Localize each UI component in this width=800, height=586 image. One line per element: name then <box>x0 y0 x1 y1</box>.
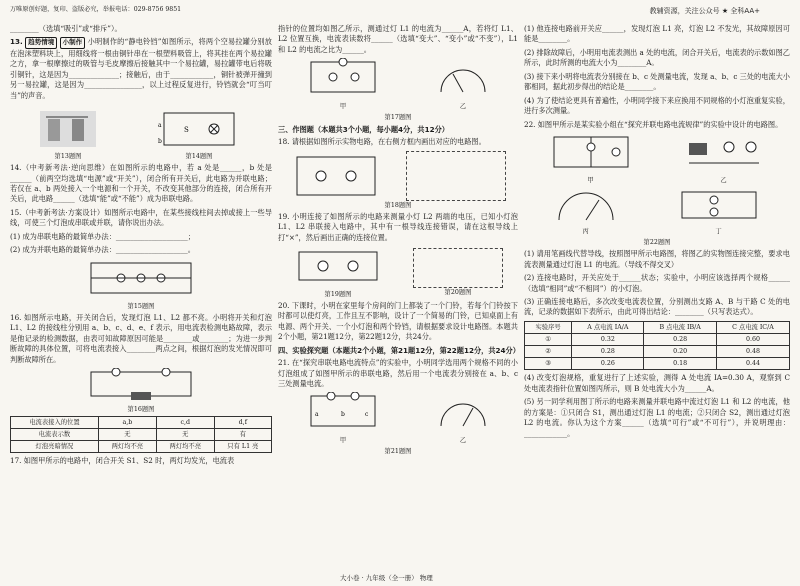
question-16: 16. 如图所示电路，开关闭合后，发现灯泡 L1、L2 都不亮。小明将开关和灯泡 L1、L2 的接线柱分别用 a、b、c、d、e、f 表示，用电流表检测电路故障，表示是他记录的检测数据，由表可知故障原因可能是________或________；为进一步判断故障的具体位置，可将电流表接入________两点之间，根据灯泡的发光情况即可判断故障所在。 <box>10 312 272 364</box>
svg-text:c: c <box>365 411 369 419</box>
table-cell: 0.28 <box>572 346 644 358</box>
column-middle <box>278 24 518 458</box>
question-13 <box>10 37 272 101</box>
table-row <box>525 358 790 370</box>
column-right <box>524 24 790 442</box>
q22-part3: (3) 正确连接电路后，多次改变电流表位置，分别测出支路 A、B 与干路 C 处的电流，记录的数据如下表所示，由此可得出结论：________（只写表达式）。 <box>524 296 790 317</box>
table-cell: ③ <box>525 358 572 370</box>
table-row <box>525 346 790 358</box>
section-3-title: 三、作图题（本题共3个小题，每小题4分，共12分） <box>278 125 449 134</box>
answer-box-18[interactable] <box>406 151 506 201</box>
table-row <box>11 441 272 453</box>
fig17-circuit <box>303 58 383 98</box>
q13-tag: 趋势情境 <box>25 37 57 48</box>
header-brand: 教辅资源，关注公众号 ★ 全科AA+ <box>649 7 760 15</box>
svg-text:a: a <box>158 122 162 130</box>
question-19: 19. 小明连接了如图所示的电路来测量小灯 L2 两端的电压，已知小灯泡 L1、L2 串联接入电路中，其中有一根导线连接错误，请在这根导线上打“×”，然后画出正确的连接位置。 <box>278 212 518 242</box>
table22-h2: B 点电流 IB/A <box>644 321 716 333</box>
fig16-circuit <box>81 368 201 402</box>
q22-part2: (2) 连接电路时，开关应处于______状态；实验中，小明应该选择两个规格______（选填“相同”或“不相同”）的小灯泡。 <box>524 273 790 293</box>
q21-part2: (2) 排除故障后，小明用电流表测出 a 处的电流，闭合开关后，电流表的示数如图乙所示，此时所测的电流大小为________A。 <box>524 47 790 68</box>
fig18-caption: 第18题图 <box>384 201 412 209</box>
fig21-meter <box>433 392 493 432</box>
table-cell: 0.28 <box>644 333 716 345</box>
q13-number: 13. <box>10 37 23 47</box>
table-cell: 有 <box>214 429 271 441</box>
question-14: 14.（中考新考法·逆向思维）在如图所示的电路中，若 a 处是______，b 处是______（前两空均选填“电源”或“开关”），闭合所有开关后，此电路为并联电路；若仅在 a、b 两处接入一个电源和一个开关，不改变其他部分的连接，闭合所有开关后，此电路______（选填“能”或“不能”）成为串联电路。 <box>10 163 272 204</box>
table-cell: 灯泡亮暗情况 <box>11 441 99 453</box>
table-cell: 两灯均不亮 <box>156 441 214 453</box>
table-cell: 0.18 <box>644 358 716 370</box>
page-footer: 大小卷 · 九年级（全一册） 物理 <box>340 573 433 582</box>
fig21-caption: 第21题图 <box>384 447 412 455</box>
q21-part4: (4) 为了使结论更具有普遍性，小明同学接下来应换用不同规格的小灯泡重复实验，进行多次测量。 <box>524 95 790 116</box>
answer-box-20[interactable] <box>413 248 503 288</box>
fig21-label-b: 乙 <box>459 436 467 444</box>
fig14-caption: 第14题图 <box>185 153 213 161</box>
svg-text:a: a <box>315 411 319 419</box>
table-row <box>11 429 272 441</box>
question-17-start: 17. 如图甲所示的电路中，闭合开关 S1、S2 时，两灯均发光，电流表 <box>10 456 235 466</box>
table-row <box>525 333 790 345</box>
question-15: 15.（中考新考法·方案设计）如图所示电路中，在某些接线柱间去掉或接上一些导线，可使三个灯泡成串联或并联，请你说出办法。 <box>10 207 272 228</box>
fig15-circuit <box>81 259 201 299</box>
fig21-circuit <box>303 392 383 432</box>
q13-text: 小明制作的“静电铃铛”如图所示，将两个空易拉罐分别放在泡沫塑料块上，用细线将一根由铜针串在一根塑料吸管上，将其挂在两个易拉罐之方，拿一根摩擦过的吸管与毛皮摩擦后接触其中一个易拉罐，易拉罐带电后将吸引铜针，这是因为______________；接触后，由于____________，铜针被弹开撞到另一易拉罐，这是因为________________，以上过程反复进行，铃铛就会“叮当叮当”的声音。 <box>10 37 272 100</box>
svg-text:S: S <box>184 126 189 135</box>
q15-part1: (1) 成为串联电路的最简单办法：____________________； <box>10 231 195 241</box>
fig22-caption: 第22题图 <box>643 239 671 247</box>
q15-part2: (2) 成为并联电路的最简单办法：____________________。 <box>10 245 195 255</box>
table-cell: 0.26 <box>572 358 644 370</box>
table-cell: 无 <box>156 429 214 441</box>
fig17-caption: 第17题图 <box>384 113 412 121</box>
fig22-label-b: 乙 <box>720 177 727 185</box>
table22-header-row <box>525 321 790 333</box>
table-cell: ① <box>525 333 572 345</box>
table-cell: 0.44 <box>716 358 789 370</box>
svg-text:b: b <box>158 138 162 146</box>
fig22-circuit-d <box>674 188 764 224</box>
table-cell: 0.20 <box>644 346 716 358</box>
fig17-meter <box>433 58 493 98</box>
question-22: 22. 如图甲所示是某实验小组在“探究并联电路电流规律”的实验中设计的电路图。 <box>524 119 783 129</box>
q22-part1: (1) 请用笔画线代替导线，按照图甲所示电路图，将图乙的实物图连接完整，要求电流表测量通过灯泡 L1 的电流。（导线不得交叉） <box>524 249 790 269</box>
fig22-circuit-b <box>679 133 769 173</box>
fig16-caption: 第16题图 <box>127 405 155 413</box>
q22-part5: (5) 另一同学利用图丁所示的电路来测量并联电路中流过灯泡 L1 和 L2 的电流，他的方案是：①只闭合 S1，测出通过灯泡 L1 的电流；②只闭合 S2，测出通过灯泡 L2 的电流。你认为这个方案______（选填“可行”或“不可行”），并说明理由：____________。 <box>524 397 790 438</box>
question-20: 20. 下课时，小明在家里每个房间的门上都装了一个门铃，若每个门铃按下时都可以使灯亮，工作且互不影响，设计了一个简易的门铃，已知桌面上有电源、两个开关、一个小灯泡和两个铃铛，请根据要求设计电路图。本题共2个小题，第21题12分，第22题12分，共24分。 <box>278 300 518 342</box>
q22-part4: (4) 改变灯泡规格，重复进行了上述实验，测得 A 处电流 IA=0.30 A，观察到 C 处电流表指针位置如图丙所示，则 B 处电流大小为______A。 <box>524 373 790 393</box>
table22-h1: A 点电流 IA/A <box>572 321 644 333</box>
q21-part1: (1) 他连接电路前开关应______，发现灯泡 L1 亮，灯泡 L2 不发光，其故障原因可能是________。 <box>524 24 790 44</box>
fig18-circuit <box>291 151 381 201</box>
table-cell: 电流表示数 <box>11 429 99 441</box>
fig19-caption: 第19题图 <box>324 290 352 298</box>
table16-h1: a,b <box>98 417 156 429</box>
question-17-cont: 指针的位置均如图乙所示，测通过灯 L1 的电流为______A，若将灯 L1、L2 位置互换，电流表读数将______（选填“变大”、“变小”或“不变”），L1 和 L2 的电流之比为______。 <box>278 24 518 54</box>
table16-h2: c,d <box>156 417 214 429</box>
fig22-label-c: 丙 <box>582 227 589 235</box>
svg-text:b: b <box>341 411 345 419</box>
fig22-circuit-a <box>546 133 636 173</box>
question-21: 21. 在“探究串联电路电流特点”的实验中，小明同学选用两个规格不同的小灯泡组成了如图甲所示的串联电路，然后用一个电流表分别接在 a、b、c 三处测量电流。 <box>278 358 518 388</box>
fig22-meter <box>551 188 621 224</box>
section-4-title: 四、实验探究题（本题共2个小题，第21题12分，第22题12分，共24分） <box>278 345 520 355</box>
table16-header-row <box>11 417 272 429</box>
fig22-label-d: 丁 <box>715 227 722 235</box>
table-cell: 0.48 <box>716 346 789 358</box>
table-22 <box>524 321 790 371</box>
table-cell: 0.32 <box>572 333 644 345</box>
fig15-caption: 第15题图 <box>127 302 155 310</box>
table16-h3: d,f <box>214 417 271 429</box>
fig19-circuit <box>293 246 383 286</box>
fig13-caption: 第13题图 <box>54 153 82 161</box>
column-left <box>10 24 272 470</box>
table-cell: 无 <box>98 429 156 441</box>
fig17-label-a: 甲 <box>339 102 347 110</box>
fig22-label-a: 甲 <box>587 177 594 185</box>
fig21-label-a: 甲 <box>339 436 347 444</box>
table-cell: 0.60 <box>716 333 789 345</box>
fig17-label-b: 乙 <box>459 102 467 110</box>
table22-h0: 实验序号 <box>525 321 572 333</box>
table-16 <box>10 416 272 453</box>
fig20-caption: 第20题图 <box>444 289 472 297</box>
table-cell: 只有 L1 亮 <box>214 441 271 453</box>
q13-tag2: 小制作 <box>60 37 86 48</box>
table16-h0: 电流表接入的位置 <box>11 417 99 429</box>
fig13-photo <box>38 107 98 149</box>
header-notice: 万唯原创好题，复印、盗版必究，举报电话：029-8756 9851 <box>10 6 182 13</box>
table-cell: ② <box>525 346 572 358</box>
q21-part3: (3) 接下来小明将电流表分别接在 b、c 处测量电流，发现 a、b、c 三处的电流大小都相同，据此初步得出的结论是________。 <box>524 71 790 92</box>
q12-tail: ________（选填“吸引”或“排斥”）。 <box>10 24 122 33</box>
table-cell: 两灯均不亮 <box>98 441 156 453</box>
table22-h3: C 点电流 IC/A <box>716 321 789 333</box>
fig14-circuit <box>154 107 244 149</box>
question-18: 18. 请根据如图所示实物电路，在右侧方框内画出对应的电路图。 <box>278 137 486 147</box>
